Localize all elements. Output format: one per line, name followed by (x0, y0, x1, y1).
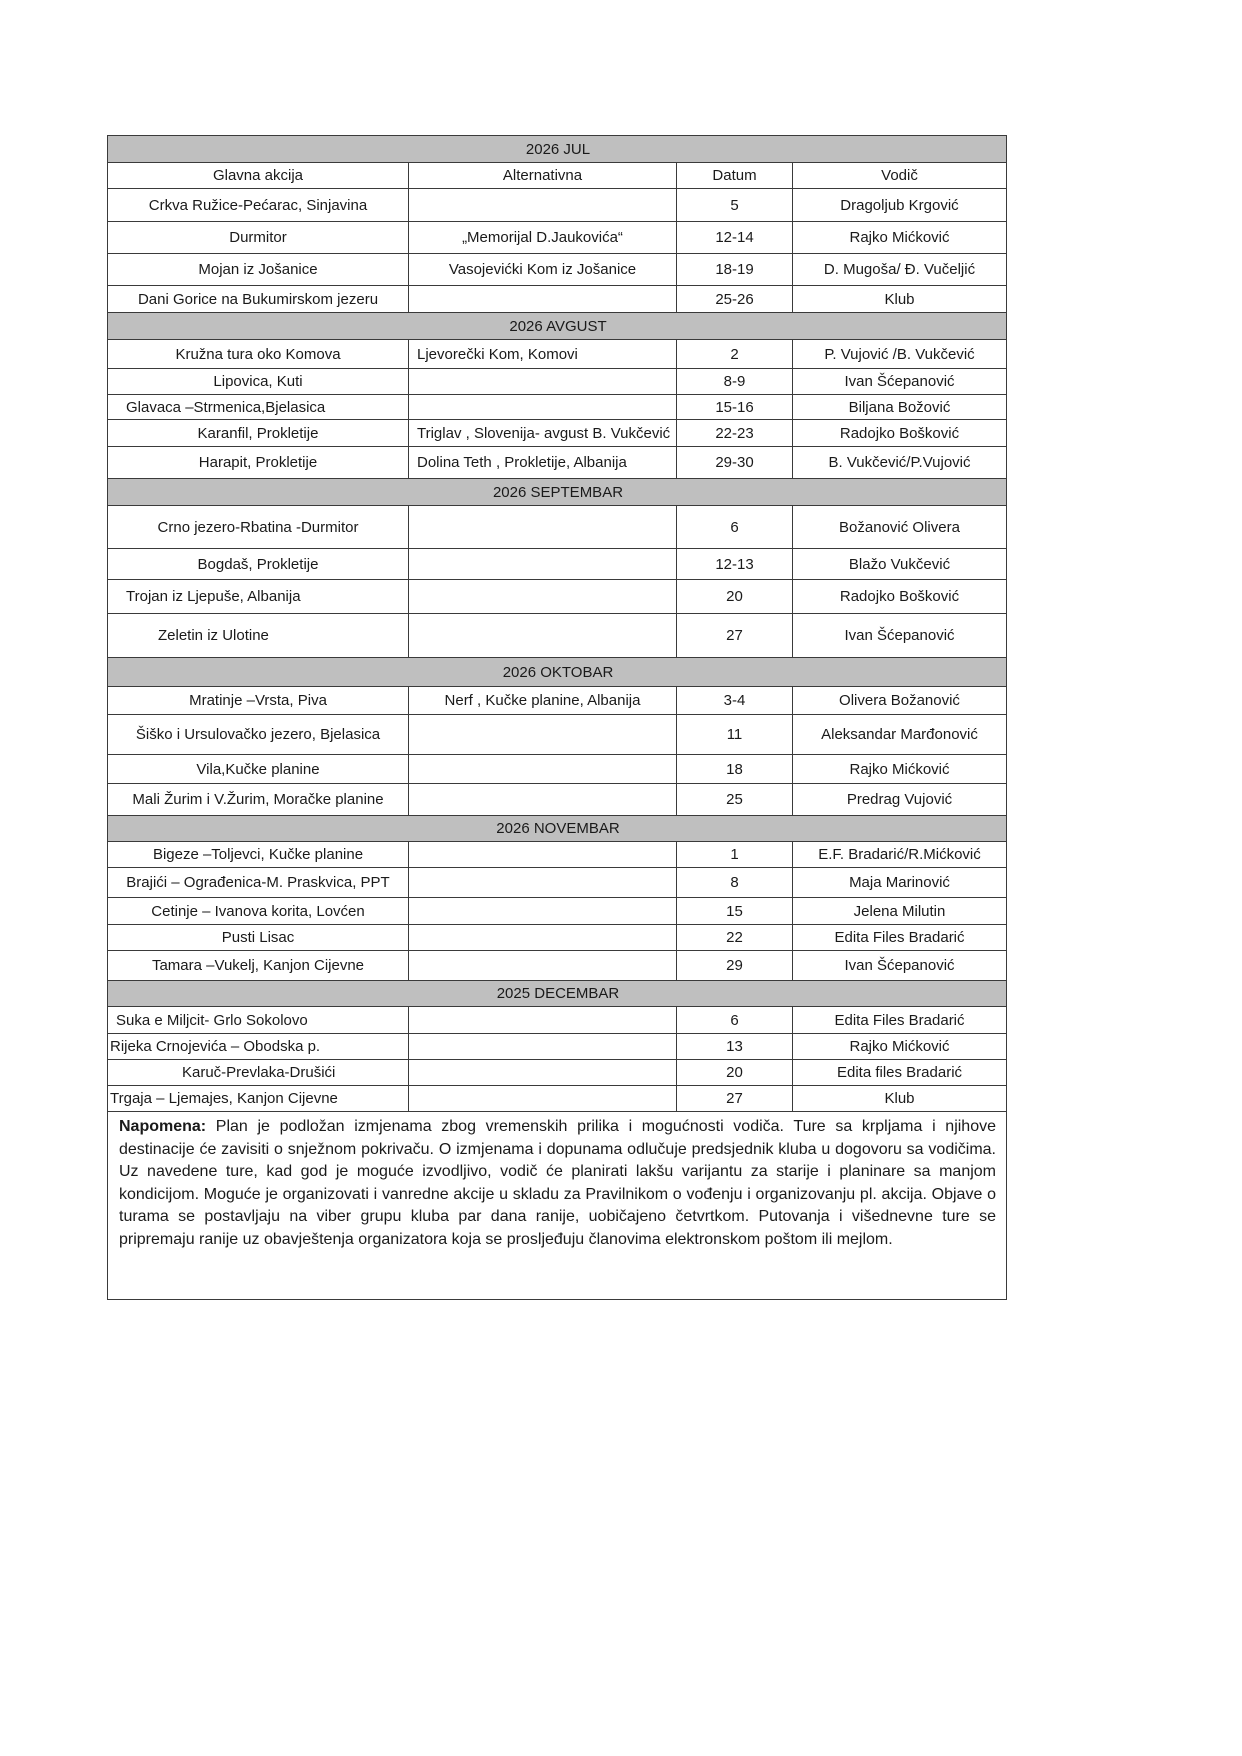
cell-date: 2 (676, 339, 792, 368)
table-row (107, 1085, 1007, 1111)
cell-main: Crkva Ružice-Pećarac, Sinjavina (107, 188, 408, 221)
cell-main: Tamara –Vukelj, Kanjon Cijevne (107, 950, 408, 980)
cell-main: Rijeka Crnojevića – Obodska p. (107, 1033, 408, 1059)
cell-alt: Dolina Teth , Prokletije, Albanija (408, 446, 676, 478)
cell-alt (408, 579, 676, 613)
cell-guide: Klub (792, 285, 1007, 312)
cell-guide: Edita Files Bradarić (792, 1006, 1007, 1033)
cell-guide: Dragoljub Krgović (792, 188, 1007, 221)
cell-date: 11 (676, 714, 792, 754)
month-header-novembar (107, 815, 1007, 841)
cell-main: Trojan iz Ljepuše, Albanija (107, 579, 408, 613)
cell-main: Durmitor (107, 221, 408, 253)
table-row (107, 339, 1007, 368)
table-row (107, 253, 1007, 285)
cell-guide: Ivan Šćepanović (792, 950, 1007, 980)
cell-date: 27 (676, 613, 792, 657)
cell-main: Cetinje – Ivanova korita, Lovćen (107, 897, 408, 924)
cell-alt: Triglav , Slovenija- avgust B. Vukčević (408, 419, 676, 446)
cell-main: Harapit, Prokletije (107, 446, 408, 478)
cell-main: Zeletin iz Ulotine (107, 613, 408, 657)
table-row (107, 1033, 1007, 1059)
cell-main: Šiško i Ursulovačko jezero, Bjelasica (107, 714, 408, 754)
column-header-alt: Alternativna (408, 162, 676, 188)
cell-alt (408, 714, 676, 754)
cell-guide: Klub (792, 1085, 1007, 1111)
table-row (107, 867, 1007, 897)
cell-date: 3-4 (676, 686, 792, 714)
cell-guide: Blažo Vukčević (792, 548, 1007, 579)
cell-alt: „Memorijal D.Jaukovića“ (408, 221, 676, 253)
cell-main: Glavaca –Strmenica,Bjelasica (107, 394, 408, 419)
cell-alt (408, 841, 676, 867)
cell-main: Bogdaš, Prokletije (107, 548, 408, 579)
cell-date: 1 (676, 841, 792, 867)
month-title: 2026 AVGUST (509, 317, 607, 335)
table-row (107, 285, 1007, 312)
table-row (107, 841, 1007, 867)
cell-alt (408, 1085, 676, 1111)
cell-alt (408, 1033, 676, 1059)
table-row (107, 368, 1007, 394)
cell-guide: Maja Marinović (792, 867, 1007, 897)
cell-alt (408, 897, 676, 924)
month-header-jul (107, 135, 1007, 162)
cell-main: Suka e Miljcit- Grlo Sokolovo (107, 1006, 408, 1033)
cell-date: 15 (676, 897, 792, 924)
cell-alt (408, 754, 676, 783)
cell-alt (408, 368, 676, 394)
cell-alt (408, 950, 676, 980)
table-row (107, 897, 1007, 924)
cell-guide: Ivan Šćepanović (792, 368, 1007, 394)
cell-date: 25 (676, 783, 792, 815)
table-row (107, 686, 1007, 714)
cell-guide: Božanović Olivera (792, 505, 1007, 548)
cell-guide: B. Vukčević/P.Vujović (792, 446, 1007, 478)
cell-alt (408, 285, 676, 312)
cell-alt (408, 613, 676, 657)
table-row (107, 714, 1007, 754)
cell-alt: Ljevorečki Kom, Komovi (408, 339, 676, 368)
table-row (107, 613, 1007, 657)
table-row (107, 505, 1007, 548)
column-header-row (107, 162, 1007, 188)
cell-alt (408, 394, 676, 419)
month-header-oktobar (107, 657, 1007, 686)
cell-alt (408, 924, 676, 950)
cell-date: 8-9 (676, 368, 792, 394)
cell-main: Kružna tura oko Komova (107, 339, 408, 368)
cell-alt: Nerf , Kučke planine, Albanija (408, 686, 676, 714)
cell-date: 5 (676, 188, 792, 221)
cell-main: Pusti Lisac (107, 924, 408, 950)
cell-alt (408, 1006, 676, 1033)
cell-guide: Predrag Vujović (792, 783, 1007, 815)
cell-date: 20 (676, 1059, 792, 1085)
cell-guide: Radojko Bošković (792, 579, 1007, 613)
cell-alt (408, 548, 676, 579)
table-row (107, 754, 1007, 783)
cell-date: 25-26 (676, 285, 792, 312)
cell-alt: Vasojevićki Kom iz Jošanice (408, 253, 676, 285)
cell-date: 6 (676, 1006, 792, 1033)
month-title: 2026 OKTOBAR (502, 663, 614, 681)
cell-guide: P. Vujović /B. Vukčević (792, 339, 1007, 368)
cell-date: 18 (676, 754, 792, 783)
table-row (107, 579, 1007, 613)
month-title: 2026 SEPTEMBAR (492, 483, 624, 501)
cell-date: 12-13 (676, 548, 792, 579)
cell-alt (408, 505, 676, 548)
table-row (107, 924, 1007, 950)
cell-date: 27 (676, 1085, 792, 1111)
table-row (107, 221, 1007, 253)
cell-main: Karuč-Prevlaka-Drušići (107, 1059, 408, 1085)
cell-main: Mratinje –Vrsta, Piva (107, 686, 408, 714)
cell-main: Mojan iz Jošanice (107, 253, 408, 285)
column-header-main: Glavna akcija (107, 162, 408, 188)
table-row (107, 188, 1007, 221)
cell-date: 20 (676, 579, 792, 613)
table-row (107, 548, 1007, 579)
table-row (107, 1006, 1007, 1033)
cell-guide: D. Mugoša/ Đ. Vučeljić (792, 253, 1007, 285)
cell-main: Crno jezero-Rbatina -Durmitor (107, 505, 408, 548)
cell-guide: Aleksandar Marđonović (792, 714, 1007, 754)
cell-alt (408, 783, 676, 815)
table-row (107, 783, 1007, 815)
month-header-decembar (107, 980, 1007, 1006)
cell-main: Dani Gorice na Bukumirskom jezeru (107, 285, 408, 312)
month-title: 2026 NOVEMBAR (496, 820, 620, 837)
cell-alt (408, 867, 676, 897)
cell-date: 18-19 (676, 253, 792, 285)
note-text: Plan je podložan izmjenama zbog vremenskih prilika i mogućnosti vodiča. Ture sa krpljama i njihove destinacije će zavisiti o snježnom pokrivaču. O izmjenama i dopunama odlučuje predsjednik kluba u dogovoru sa vodičima. Uz navedene ture, kad god je moguće izvodljivo, vodič će planirati lakšu varijantu za starije i planinare sa manjom kondicijom. Moguće je organizovati i vanredne akcije u skladu za Pravilnikom o vođenju i organizovanju pl. akcija. Objave o turama se postavljaju na viber grupu kluba par dana ranije, uobičajeno četvrtkom. Putovanja i višednevne ture se pripremaju ranije uz obavještenja organizatora koja se prosljeđuju članovima elektronskom poštom ili mejlom. (119, 1118, 996, 1248)
column-header-guide: Vodič (792, 162, 1007, 188)
note-box (107, 1111, 1007, 1300)
table-row (107, 446, 1007, 478)
cell-guide: Edita Files Bradarić (792, 924, 1007, 950)
table-row (107, 419, 1007, 446)
cell-date: 15-16 (676, 394, 792, 419)
cell-date: 13 (676, 1033, 792, 1059)
cell-date: 29 (676, 950, 792, 980)
table-row (107, 1059, 1007, 1085)
cell-date: 8 (676, 867, 792, 897)
month-title: 2025 DECEMBAR (496, 985, 620, 1002)
cell-guide: Radojko Bošković (792, 419, 1007, 446)
cell-date: 12-14 (676, 221, 792, 253)
cell-main: Lipovica, Kuti (107, 368, 408, 394)
cell-date: 22-23 (676, 419, 792, 446)
cell-guide: Rajko Mićković (792, 754, 1007, 783)
cell-date: 6 (676, 505, 792, 548)
month-header-septembar (107, 478, 1007, 505)
cell-guide: Edita files Bradarić (792, 1059, 1007, 1085)
cell-main: Vila,Kučke planine (107, 754, 408, 783)
cell-guide: E.F. Bradarić/R.Mićković (792, 841, 1007, 867)
table-row (107, 394, 1007, 419)
cell-guide: Rajko Mićković (792, 221, 1007, 253)
table-row (107, 950, 1007, 980)
cell-main: Brajići – Ograđenica-M. Praskvica, PPT (107, 867, 408, 897)
cell-main: Karanfil, Prokletije (107, 419, 408, 446)
cell-guide: Olivera Božanović (792, 686, 1007, 714)
cell-main: Trgaja – Ljemajes, Kanjon Cijevne (107, 1085, 408, 1111)
cell-main: Bigeze –Toljevci, Kučke planine (107, 841, 408, 867)
cell-main: Mali Žurim i V.Žurim, Moračke planine (107, 783, 408, 815)
column-header-date: Datum (676, 162, 792, 188)
month-header-avgust (107, 312, 1007, 339)
cell-alt (408, 188, 676, 221)
cell-alt (408, 1059, 676, 1085)
cell-guide: Rajko Mićković (792, 1033, 1007, 1059)
month-title: 2026 JUL (525, 140, 591, 158)
cell-date: 29-30 (676, 446, 792, 478)
note-label: Napomena: (119, 1118, 207, 1135)
cell-guide: Ivan Šćepanović (792, 613, 1007, 657)
cell-date: 22 (676, 924, 792, 950)
cell-guide: Biljana Božović (792, 394, 1007, 419)
cell-guide: Jelena Milutin (792, 897, 1007, 924)
